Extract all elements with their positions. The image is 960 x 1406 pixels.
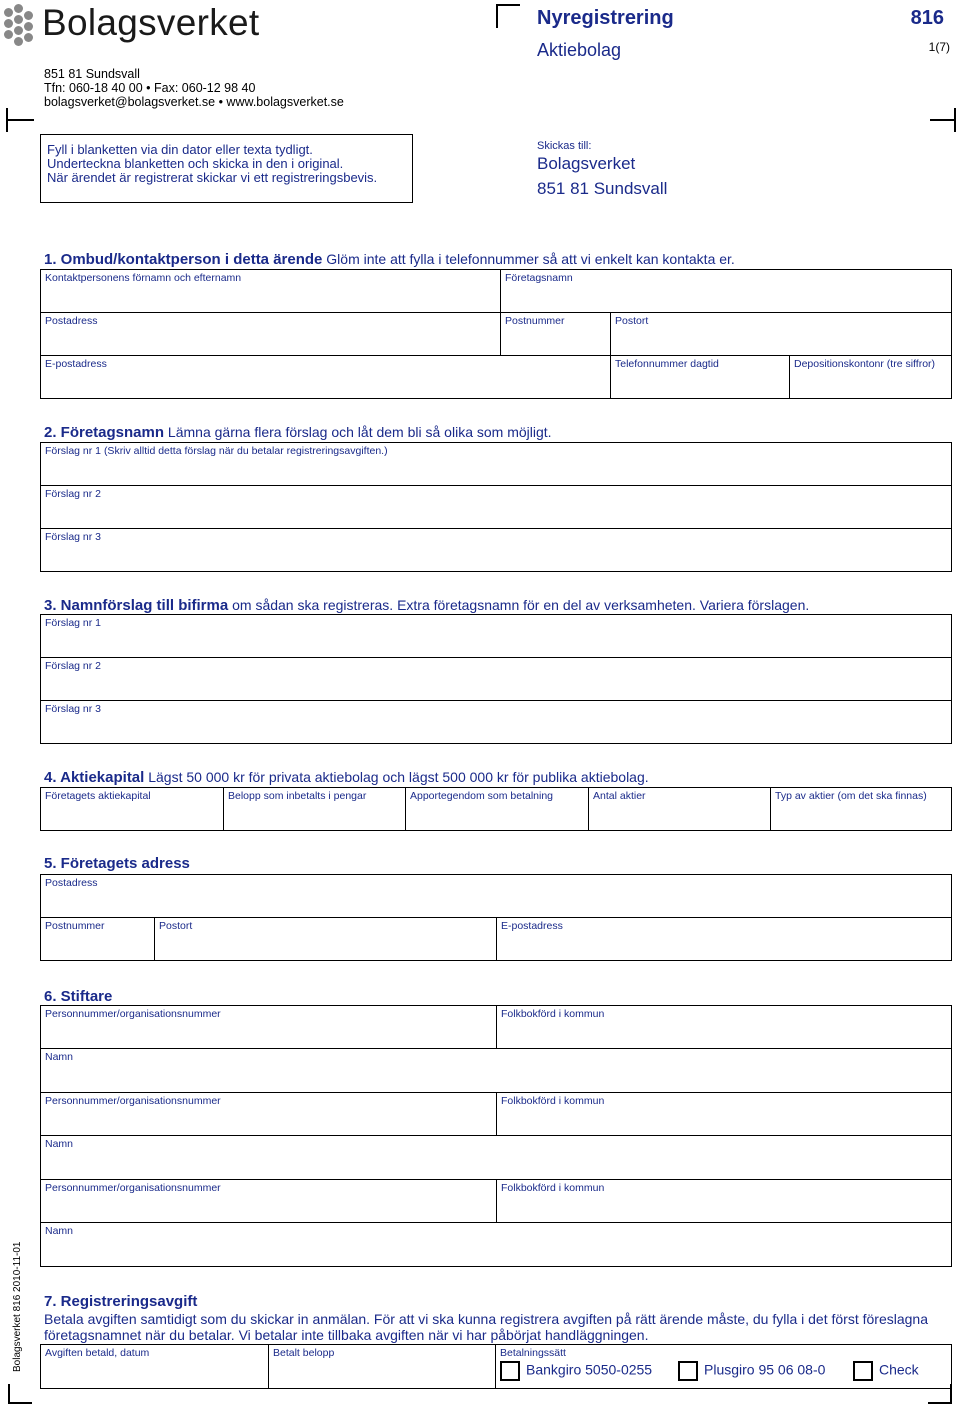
section5-heading (44, 855, 190, 872)
name-proposal-1-field[interactable]: Förslag nr 1 (Skriv alltid detta förslag när du betalar registreringsavgiften.) (41, 443, 952, 486)
section1-grid (40, 269, 952, 399)
section3-note: om sådan ska registreras. Extra företagsnamn för en del av verksamheten. Variera förslagen. (228, 597, 810, 613)
section5-grid (40, 874, 952, 961)
postal-code-field[interactable]: Postnummer (501, 313, 611, 356)
crop-mark (6, 108, 8, 132)
postal-address-field[interactable]: Postadress (41, 313, 501, 356)
founder1-pnr-field[interactable]: Personnummer/organisationsnummer (41, 1006, 497, 1049)
logo-mark (4, 4, 38, 44)
founder3-pnr-field[interactable]: Personnummer/organisationsnummer (41, 1180, 497, 1223)
name-proposal-3-field[interactable]: Förslag nr 3 (41, 529, 952, 572)
section6-title: 6. Stiftare (44, 988, 113, 1005)
company-name-field[interactable]: Företagsnamn (501, 270, 952, 313)
address-line: 851 81 Sundsvall (44, 67, 140, 81)
send-to-city: 851 81 Sundsvall (537, 179, 668, 198)
section4-heading (44, 769, 649, 786)
form-number: 816 (910, 7, 944, 29)
logo-text: Bolagsverket (42, 2, 260, 43)
section7-heading (44, 1293, 197, 1310)
founder3-name-field[interactable]: Namn (41, 1223, 952, 1267)
fee-paid-date-field[interactable]: Avgiften betald, datum (41, 1345, 269, 1389)
city-field[interactable]: Postort (611, 313, 952, 356)
founder1-name-field[interactable]: Namn (41, 1049, 952, 1093)
section1-title: 1. Ombud/kontaktperson i detta ärende (44, 251, 323, 268)
company-postal-address-field[interactable]: Postadress (41, 875, 952, 918)
number-of-shares-field[interactable]: Antal aktier (589, 788, 771, 831)
email-field[interactable]: E-postadress (41, 356, 611, 399)
instruction-line: Fyll i blanketten via din dator eller texta tydligt. (47, 142, 313, 157)
check-label: Check (879, 1361, 919, 1378)
section4-grid (40, 787, 952, 831)
crop-mark (6, 119, 34, 121)
share-capital-field[interactable]: Företagets aktiekapital (41, 788, 224, 831)
web-line: bolagsverket@bolagsverket.se • www.bolagsverket.se (44, 95, 344, 109)
instruction-line: När ärendet är registrerat skickar vi ett registreringsbevis. (47, 170, 378, 185)
founder2-pnr-field[interactable]: Personnummer/organisationsnummer (41, 1093, 497, 1136)
bankgiro-label: Bankgiro 5050-0255 (526, 1361, 653, 1378)
check-checkbox[interactable] (853, 1361, 873, 1381)
company-email-field[interactable]: E-postadress (497, 918, 952, 961)
crop-mark (930, 119, 956, 121)
section1-note: Glöm inte att fylla i telefonnummer så att vi enkelt kan kontakta er. (322, 251, 735, 267)
section3-heading (44, 597, 809, 614)
payment-method-field: Betalningssätt (496, 1345, 952, 1389)
contact-line: Tfn: 060-18 40 00 • Fax: 060-12 98 40 (44, 81, 256, 95)
share-type-field[interactable]: Typ av aktier (om det ska finnas) (771, 788, 952, 831)
crop-mark (496, 4, 520, 6)
crop-mark (954, 108, 956, 132)
page-title: Nyregistrering (537, 7, 674, 29)
section2-title: 2. Företagsnamn (44, 424, 165, 441)
secondary-name-3-field[interactable]: Förslag nr 3 (41, 701, 952, 744)
crop-mark (928, 1402, 952, 1404)
name-proposal-2-field[interactable]: Förslag nr 2 (41, 486, 952, 529)
send-to-name: Bolagsverket (537, 154, 636, 173)
plusgiro-checkbox[interactable] (678, 1361, 698, 1381)
fee-info-line2: företagsnamnet när du betalar. Vi betalar inte tillbaka avgiften när vi har påbörjat handläggningen. (44, 1327, 649, 1343)
plusgiro-label: Plusgiro 95 06 08-0 (704, 1361, 826, 1378)
founder2-name-field[interactable]: Namn (41, 1136, 952, 1180)
instructions-box (40, 134, 413, 203)
section2-note: Lämna gärna flera förslag och låt dem bli så olika som möjligt. (164, 424, 552, 440)
secondary-name-1-field[interactable]: Förslag nr 1 (41, 615, 952, 658)
company-city-field[interactable]: Postort (155, 918, 497, 961)
crop-mark (496, 4, 498, 28)
section3-title: 3. Namnförslag till bifirma (44, 597, 229, 614)
in-kind-field[interactable]: Apportegendom som betalning (406, 788, 589, 831)
section6-grid (40, 1005, 952, 1267)
plusgiro-option[interactable] (678, 1361, 825, 1381)
section5-title: 5. Företagets adress (44, 855, 190, 872)
crop-mark (8, 1384, 10, 1404)
cash-paid-field[interactable]: Belopp som inbetalts i pengar (224, 788, 406, 831)
section3-grid (40, 614, 952, 744)
page-subtitle: Aktiebolag (537, 40, 622, 60)
form-version-label: Bolagsverket 816 2010-11-01 (12, 1241, 23, 1372)
secondary-name-2-field[interactable]: Förslag nr 2 (41, 658, 952, 701)
founder1-municipality-field[interactable]: Folkbokförd i kommun (497, 1006, 952, 1049)
founder2-municipality-field[interactable]: Folkbokförd i kommun (497, 1093, 952, 1136)
phone-field[interactable]: Telefonnummer dagtid (611, 356, 790, 399)
contact-name-field[interactable]: Kontaktpersonens förnamn och efternamn (41, 270, 501, 313)
deposit-account-field[interactable]: Depositionskontonr (tre siffror) (790, 356, 952, 399)
amount-paid-field[interactable]: Betalt belopp (269, 1345, 496, 1389)
instruction-line: Underteckna blanketten och skicka in den i original. (47, 156, 344, 171)
founder3-municipality-field[interactable]: Folkbokförd i kommun (497, 1180, 952, 1223)
section1-heading (44, 251, 735, 268)
bankgiro-checkbox[interactable] (500, 1361, 520, 1381)
page-number: 1(7) (928, 40, 950, 54)
section4-title: 4. Aktiekapital (44, 769, 145, 786)
section4-note: Lägst 50 000 kr för privata aktiebolag och lägst 500 000 kr för publika aktiebolag. (144, 769, 649, 785)
send-to-label: Skickas till: (537, 140, 592, 152)
check-option[interactable] (853, 1361, 919, 1381)
section2-heading (44, 424, 552, 441)
section6-heading (44, 988, 112, 1005)
section7-title: 7. Registreringsavgift (44, 1293, 198, 1310)
fee-info-line1: Betala avgiften samtidigt som du skickar in anmälan. För att vi ska kunna registrera avgiften på rätt ärende måste, du fylla i det först föreslagna (44, 1311, 928, 1327)
section2-grid (40, 442, 952, 572)
crop-mark (8, 1402, 32, 1404)
bankgiro-option[interactable] (500, 1361, 652, 1381)
company-postal-code-field[interactable]: Postnummer (41, 918, 155, 961)
